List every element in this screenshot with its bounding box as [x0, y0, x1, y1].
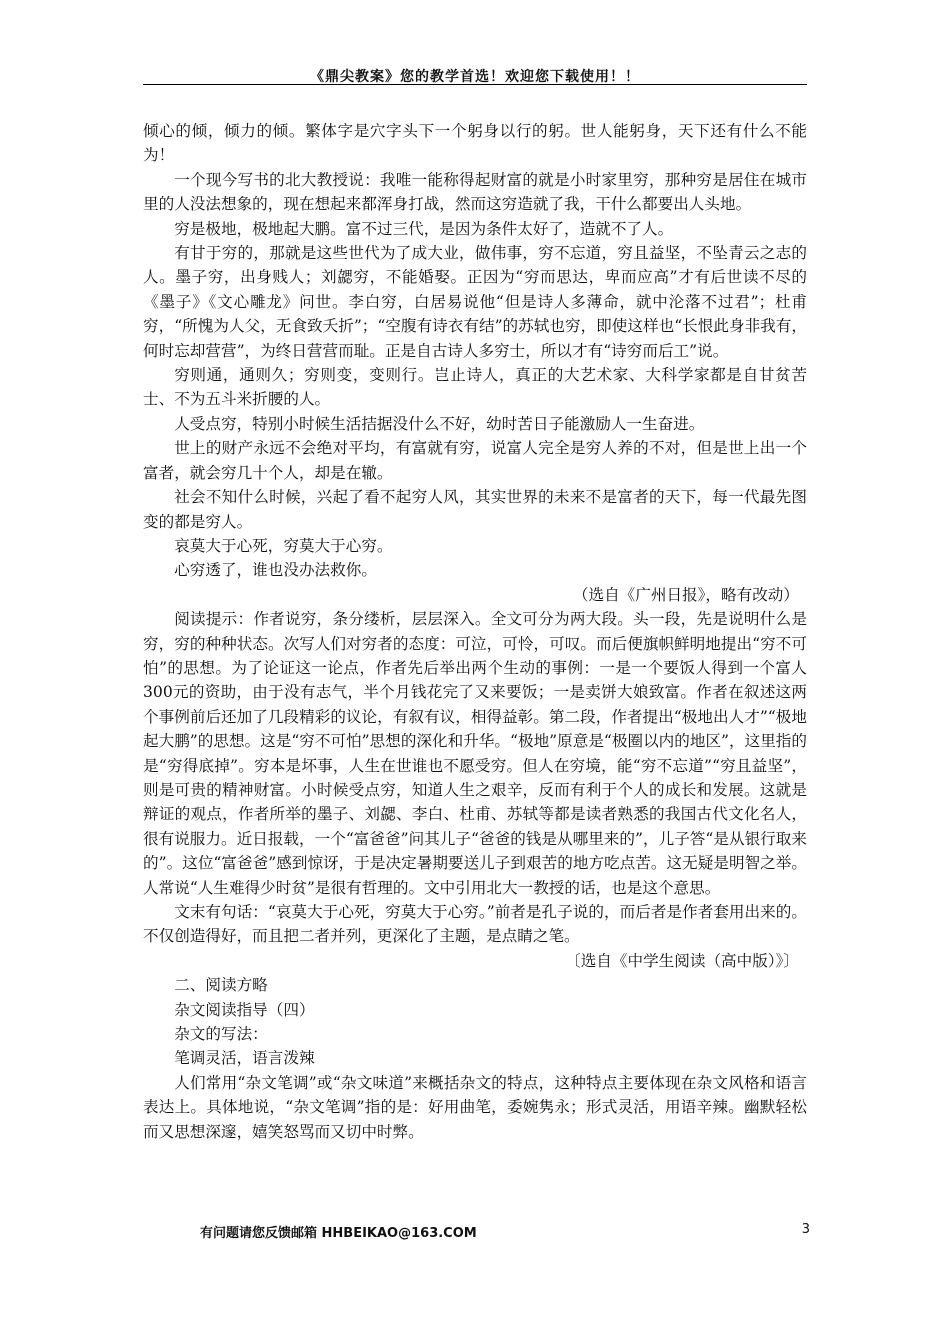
- subsection-heading: 杂文的写法：: [174, 1025, 268, 1044]
- subsection-heading: 笔调灵活，语言泼辣: [174, 1049, 315, 1068]
- paragraph: 文末有句话：“哀莫大于心死，穷莫大于心穷。”前者是孔子说的，而后者是作者套用出来的。不仅创造得好，而且把二者并列，更深化了主题，是点睛之笔。: [143, 903, 807, 946]
- paragraph: 穷则通，通则久；穷则变，变则行。岂止诗人，真正的大艺术家、大科学家都是自甘贫苦士、不为五斗米折腰的人。: [143, 366, 807, 409]
- feedback-email-text: 有问题请您反馈邮箱 HHBEIKAO@163.COM: [200, 1226, 477, 1241]
- source-citation: （选自《广州日报》，略有改动）: [572, 585, 799, 604]
- subsection-heading: 杂文阅读指导（四）: [174, 1000, 315, 1019]
- page-header-title: 《鼎尖教案》您的教学首选！欢迎您下载使用！！: [310, 69, 640, 85]
- paragraph: 一个现今写书的北大教授说：我唯一能称得起财富的就是小时家里穷，那种穷是居住在城市里的人没法想象的，现在想起来都浑身打战，然而这穷造就了我，干什么都要出人头地。: [143, 170, 807, 214]
- source-citation: 〔选自《中学生阅读（高中版）》〕: [565, 951, 799, 970]
- paragraph: 社会不知什么时候，兴起了看不起穷人风，其实世界的未来不是富者的天下，每一代最先图变的都是穷人。: [143, 488, 807, 531]
- paragraph: 倾心的倾，倾力的倾。繁体字是穴字头下一个躬身以行的躬。世人能躬身，天下还有什么不能为！: [143, 122, 807, 165]
- page-footer: [200, 1222, 810, 1241]
- section-heading: 二、阅读方略: [174, 976, 268, 995]
- header-divider: [143, 84, 807, 85]
- paragraph: 穷是极地，极地起大鹏。富不过三代，是因为条件太好了，造就不了人。: [174, 219, 674, 238]
- paragraph: 世上的财产永远不会绝对平均，有富就有穷，说富人完全是穷人养的不对，但是世上出一个富者，就会穷几十个人，却是在辙。: [143, 439, 807, 482]
- document-body: [143, 119, 807, 1144]
- reading-tip-paragraph: 阅读提示：作者说穷，条分缕析，层层深入。全文可分为两大段。头一段，先是说明什么是穷，穷的种种状态。次写人们对穷者的态度：可泣，可怜，可叹。而后便旗帜鲜明地提出“穷不可怕”的思想。为了论证这一论点，作者先后举出两个生动的事例：一是一个要饭人得到一个富人300元的资助，由于没有志气，半个月钱花完了又来要饭；一是卖饼大娘致富。作者在叙述这两个事例前后还加了几段精彩的议论，有叙有议，相得益彰。第二段，作者提出“极地出人才”“极地起大鹏”的思想。这是“穷不可怕”思想的深化和升华。“极地”原意是“极圈以内的地区”，这里指的是“穷得底掉”。穷本是坏事，人生在世谁也不愿受穷。但人在穷境，能“穷不忘道”“穷且益坚”，则是可贵的精神财富。小时候受点穷，知道人生之艰辛，反而有利于个人的成长和发展。这就是辩证的观点，作者所举的墨子、刘勰、李白、杜甫、苏轼等都是读者熟悉的我国古代文化名人，很有说服力。近日报载，一个“富爸爸”问其儿子“爸爸的钱是从哪里来的”，儿子答“是从银行取来的”。这位“富爸爸”感到惊讶，于是决定暑期要送儿子到艰苦的地方吃点苦。这无疑是明智之举。人常说“人生难得少时贫”是很有哲理的。文中引用北大一教授的话，也是这个意思。: [143, 610, 807, 897]
- paragraph: 心穷透了，谁也没办法救你。: [174, 561, 377, 580]
- paragraph: 人们常用“杂文笔调”或“杂文味道”来概括杂文的特点，这种特点主要体现在杂文风格和语言表达上。具体地说，“杂文笔调”指的是：好用曲笔，委婉隽永；形式灵活，用语辛辣。幽默轻松而又思想深邃，嬉笑怒骂而又切中时弊。: [143, 1073, 807, 1141]
- page-number: 3: [801, 1222, 810, 1237]
- paragraph: 哀莫大于心死，穷莫大于心穷。: [174, 536, 393, 555]
- paragraph: 有甘于穷的，那就是这些世代为了成大业，做伟事，穷不忘道，穷且益坚，不坠青云之志的人。墨子穷，出身贱人；刘勰穷，不能婚娶。正因为“穷而思达，卑而应高”才有后世读不尽的《墨子》《文心雕龙》问世。李白穷，白居易说他“但是诗人多薄命，就中沦落不过君”；杜甫穷，“所愧为人父，无食致夭折”；“空腹有诗衣有结”的苏轼也穷，即使这样也“长恨此身非我有，何时忘却营营”，为终日营营而耻。正是自古诗人多穷士，所以才有“诗穷而后工”说。: [143, 244, 807, 360]
- paragraph: 人受点穷，特别小时候生活拮据没什么不好，幼时苦日子能激励人一生奋进。: [174, 414, 705, 433]
